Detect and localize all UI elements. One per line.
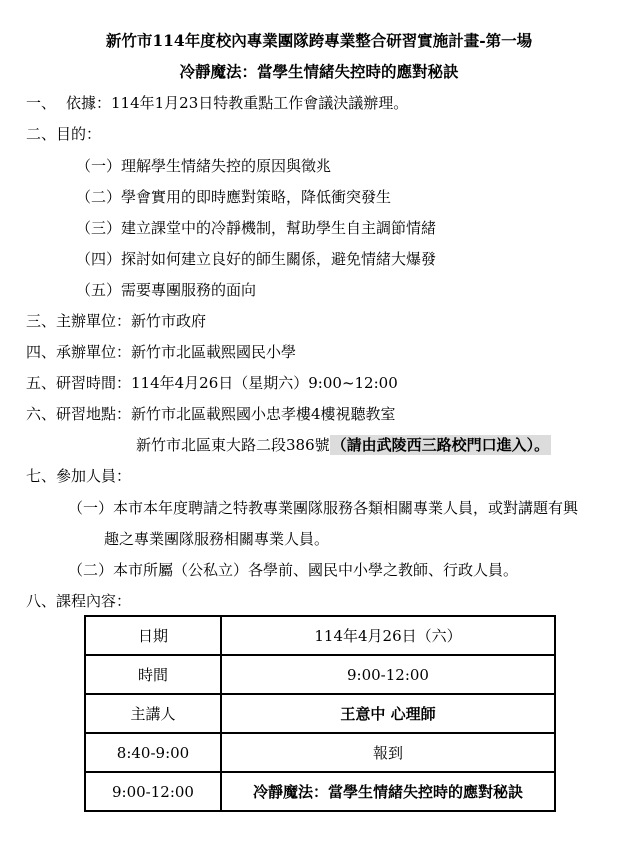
table-cell-value: 114年4月26日（六） <box>221 616 555 655</box>
purpose-item-2: （二）學會實用的即時應對策略，降低衝突發生 <box>76 188 392 206</box>
table-cell-label: 主講人 <box>85 694 221 733</box>
table-cell-label: 8:40-9:00 <box>85 733 221 772</box>
section-6-address <box>136 435 551 455</box>
entrance-note: （請由武陵西三路校門口進入）。 <box>331 436 550 454</box>
table-row <box>85 655 555 694</box>
table-cell-value: 冷靜魔法：當學生情緒失控時的應對秘訣 <box>221 772 555 811</box>
document-subtitle: 冷靜魔法：當學生情緒失控時的應對秘訣 <box>179 62 459 81</box>
purpose-item-3: （三）建立課堂中的冷靜機制，幫助學生自主調節情緒 <box>76 219 437 237</box>
section-1-number: 一、 <box>26 94 57 112</box>
table-row <box>85 772 555 811</box>
section-6-venue: 六、研習地點：新竹市北區載熙國小忠孝樓4樓視聽教室 <box>26 405 396 423</box>
section-8-label: 八、課程內容： <box>26 592 132 610</box>
table-cell-label: 時間 <box>85 655 221 694</box>
table-cell-label: 9:00-12:00 <box>85 772 221 811</box>
table-row <box>85 616 555 655</box>
participants-item-1-cont: 趣之專業團隊服務相關專業人員。 <box>104 530 330 548</box>
course-table <box>84 615 556 812</box>
table-row <box>85 733 555 772</box>
section-4-host: 四、承辦單位：新竹市北區載熙國民小學 <box>26 343 297 361</box>
table-row <box>85 694 555 733</box>
section-1-basis: 依據：114年1月23日特教重點工作會議決議辦理。 <box>66 94 409 112</box>
section-2-label: 二、目的： <box>26 125 102 143</box>
table-cell-value: 王意中 心理師 <box>221 694 555 733</box>
purpose-item-5: （五）需要專團服務的面向 <box>76 281 257 299</box>
purpose-item-1: （一）理解學生情緒失控的原因與徵兆 <box>76 157 332 175</box>
address-text: 新竹市北區東大路二段386號 <box>136 436 330 454</box>
table-cell-value: 9:00-12:00 <box>221 655 555 694</box>
section-7-label: 七、參加人員： <box>26 467 132 485</box>
section-5-time: 五、研習時間：114年4月26日（星期六）9:00~12:00 <box>26 374 398 392</box>
section-3-organizer: 三、主辦單位：新竹市政府 <box>26 312 207 330</box>
table-cell-value: 報到 <box>221 733 555 772</box>
participants-item-1: （一）本市本年度聘請之特教專業團隊服務各類相關專業人員，或對講題有興 <box>68 499 579 517</box>
table-cell-label: 日期 <box>85 616 221 655</box>
purpose-item-4: （四）探討如何建立良好的師生關係，避免情緒大爆發 <box>76 250 437 268</box>
participants-item-2: （二）本市所屬（公私立）各學前、國民中小學之教師、行政人員。 <box>68 561 519 579</box>
document-title: 新竹市114年度校內專業團隊跨專業整合研習實施計畫-第一場 <box>105 31 533 50</box>
